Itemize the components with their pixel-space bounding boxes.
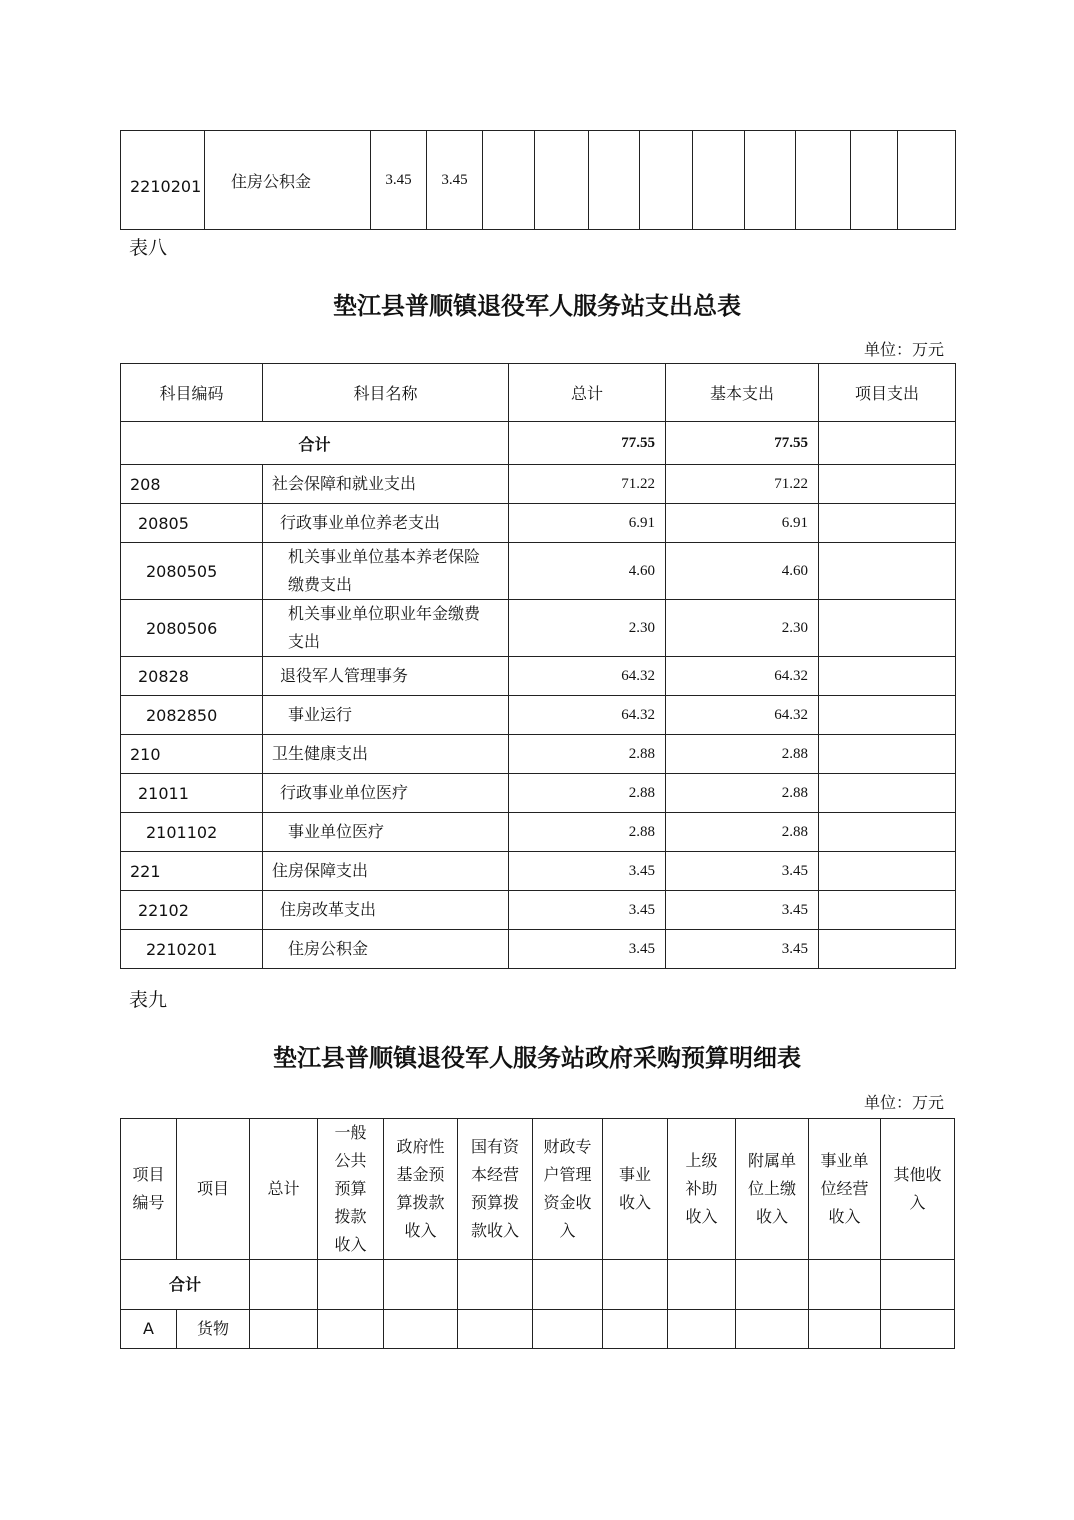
total-project — [819, 422, 956, 465]
name-cell: 退役军人管理事务 — [263, 657, 509, 696]
basic-cell: 3.45 — [666, 891, 819, 930]
header-cell: 事业收入 — [603, 1119, 668, 1260]
empty-cell — [736, 1260, 809, 1310]
total-row — [121, 422, 956, 465]
total-label: 合计 — [121, 1260, 250, 1310]
code-cell: 221 — [121, 852, 263, 891]
empty-cell — [533, 1310, 603, 1349]
basic-cell: 2.88 — [666, 813, 819, 852]
table9-unit: 单位：万元 — [863, 1093, 944, 1112]
basic-cell: 71.22 — [666, 465, 819, 504]
table-row — [121, 543, 956, 600]
empty-cell — [898, 131, 956, 230]
code-cell: 2080505 — [121, 543, 263, 600]
empty-cell — [318, 1310, 384, 1349]
empty-cell — [851, 131, 898, 230]
name-cell: 卫生健康支出 — [263, 735, 509, 774]
empty-cell — [589, 131, 640, 230]
total-label: 合计 — [121, 422, 509, 465]
total-cell: 2.88 — [509, 774, 666, 813]
name-cell: 住房改革支出 — [263, 891, 509, 930]
code-cell: 2080506 — [121, 600, 263, 657]
empty-cell — [809, 1310, 881, 1349]
table-row — [121, 600, 956, 657]
item-cell: 货物 — [177, 1310, 250, 1349]
total-cell: 64.32 — [509, 696, 666, 735]
code-cell: 210 — [121, 735, 263, 774]
header-cell: 政府性基金预算拨款收入 — [384, 1119, 458, 1260]
basic-cell: 2.88 — [666, 774, 819, 813]
table-row — [121, 1310, 955, 1349]
table-row — [121, 735, 956, 774]
total-cell: 3.45 — [509, 930, 666, 969]
table8-body — [121, 465, 956, 969]
project-cell — [819, 465, 956, 504]
basic-cell: 2.30 — [666, 600, 819, 657]
name-cell: 行政事业单位医疗 — [263, 774, 509, 813]
total-basic: 77.55 — [666, 422, 819, 465]
empty-cell — [535, 131, 589, 230]
empty-cell — [603, 1310, 668, 1349]
table9-label: 表九 — [129, 989, 168, 1011]
code-cell: 2210201 — [121, 930, 263, 969]
table-row — [121, 696, 956, 735]
empty-cell — [250, 1310, 318, 1349]
header-basic: 基本支出 — [666, 364, 819, 422]
name-cell: 住房公积金 — [263, 930, 509, 969]
empty-cell — [881, 1260, 955, 1310]
total-cell: 6.91 — [509, 504, 666, 543]
header-name: 科目名称 — [263, 364, 509, 422]
basic-cell: 3.45 — [666, 852, 819, 891]
name-cell: 事业运行 — [263, 696, 509, 735]
code-cell: 2210201 — [121, 131, 205, 230]
total-cell: 64.32 — [509, 657, 666, 696]
name-cell: 住房保障支出 — [263, 852, 509, 891]
header-cell: 总计 — [250, 1119, 318, 1260]
code-cell: 20805 — [121, 504, 263, 543]
code-cell: 21011 — [121, 774, 263, 813]
total-cell: 2.88 — [509, 813, 666, 852]
total-value: 77.55 — [509, 422, 666, 465]
table-row — [121, 930, 956, 969]
basic-cell: 4.60 — [666, 543, 819, 600]
code-cell: 208 — [121, 465, 263, 504]
basic-cell: 64.32 — [666, 696, 819, 735]
table8-unit: 单位：万元 — [863, 340, 944, 359]
header-cell: 国有资本经营预算拨款收入 — [458, 1119, 533, 1260]
table-row — [121, 657, 956, 696]
empty-cell — [693, 131, 745, 230]
empty-cell — [603, 1260, 668, 1310]
empty-cell — [318, 1260, 384, 1310]
empty-cell — [745, 131, 796, 230]
code-cell: 22102 — [121, 891, 263, 930]
empty-cell — [809, 1260, 881, 1310]
empty-cell — [384, 1260, 458, 1310]
basic-cell: 64.32 — [666, 657, 819, 696]
table-header-row — [121, 1119, 955, 1260]
empty-cell — [384, 1310, 458, 1349]
project-cell — [819, 891, 956, 930]
name-cell: 事业单位医疗 — [263, 813, 509, 852]
total-row — [121, 1260, 955, 1310]
header-project: 项目支出 — [819, 364, 956, 422]
table-row — [121, 504, 956, 543]
table-header-row — [121, 364, 956, 422]
name-cell: 社会保障和就业支出 — [263, 465, 509, 504]
name-cell: 行政事业单位养老支出 — [263, 504, 509, 543]
header-cell: 项目编号 — [121, 1119, 177, 1260]
project-cell — [819, 852, 956, 891]
empty-cell — [668, 1310, 736, 1349]
total-cell: 2.30 — [509, 600, 666, 657]
table-row — [121, 131, 956, 230]
table-row — [121, 813, 956, 852]
value-cell: 3.45 — [427, 131, 483, 230]
previous-table-fragment — [120, 130, 956, 230]
name-cell: 住房公积金 — [205, 131, 371, 230]
table-row — [121, 774, 956, 813]
basic-cell: 3.45 — [666, 930, 819, 969]
project-cell — [819, 813, 956, 852]
name-cell: 机关事业单位基本养老保险缴费支出 — [263, 543, 509, 600]
project-cell — [819, 504, 956, 543]
header-cell: 一般公共预算拨款收入 — [318, 1119, 384, 1260]
header-total: 总计 — [509, 364, 666, 422]
table-row — [121, 465, 956, 504]
table9-body — [121, 1310, 955, 1349]
header-cell: 附属单位上缴收入 — [736, 1119, 809, 1260]
table-row — [121, 852, 956, 891]
table-row — [121, 891, 956, 930]
code-cell: 2082850 — [121, 696, 263, 735]
expenditure-summary-table — [120, 363, 956, 969]
name-cell: 机关事业单位职业年金缴费支出 — [263, 600, 509, 657]
header-cell: 财政专户管理资金收入 — [533, 1119, 603, 1260]
total-cell: 4.60 — [509, 543, 666, 600]
project-cell — [819, 735, 956, 774]
header-cell: 其他收入 — [881, 1119, 955, 1260]
empty-cell — [458, 1260, 533, 1310]
total-cell: 2.88 — [509, 735, 666, 774]
empty-cell — [736, 1310, 809, 1349]
empty-cell — [668, 1260, 736, 1310]
header-cell: 项目 — [177, 1119, 250, 1260]
empty-cell — [250, 1260, 318, 1310]
total-cell: 3.45 — [509, 852, 666, 891]
value-cell: 3.45 — [371, 131, 427, 230]
total-cell: 71.22 — [509, 465, 666, 504]
project-cell — [819, 657, 956, 696]
header-cell: 事业单位经营收入 — [809, 1119, 881, 1260]
empty-cell — [796, 131, 851, 230]
project-cell — [819, 930, 956, 969]
project-cell — [819, 543, 956, 600]
project-cell — [819, 774, 956, 813]
procurement-budget-table — [120, 1118, 955, 1349]
table9-title: 垫江县普顺镇退役军人服务站政府采购预算明细表 — [273, 1044, 801, 1072]
basic-cell: 2.88 — [666, 735, 819, 774]
empty-cell — [640, 131, 693, 230]
header-cell: 上级补助收入 — [668, 1119, 736, 1260]
code-cell: 2101102 — [121, 813, 263, 852]
code-cell: A — [121, 1310, 177, 1349]
basic-cell: 6.91 — [666, 504, 819, 543]
header-code: 科目编码 — [121, 364, 263, 422]
code-cell: 20828 — [121, 657, 263, 696]
empty-cell — [483, 131, 535, 230]
empty-cell — [881, 1310, 955, 1349]
empty-cell — [458, 1310, 533, 1349]
total-cell: 3.45 — [509, 891, 666, 930]
empty-cell — [533, 1260, 603, 1310]
table8-title: 垫江县普顺镇退役军人服务站支出总表 — [333, 292, 741, 320]
project-cell — [819, 600, 956, 657]
table8-label: 表八 — [129, 237, 168, 259]
project-cell — [819, 696, 956, 735]
